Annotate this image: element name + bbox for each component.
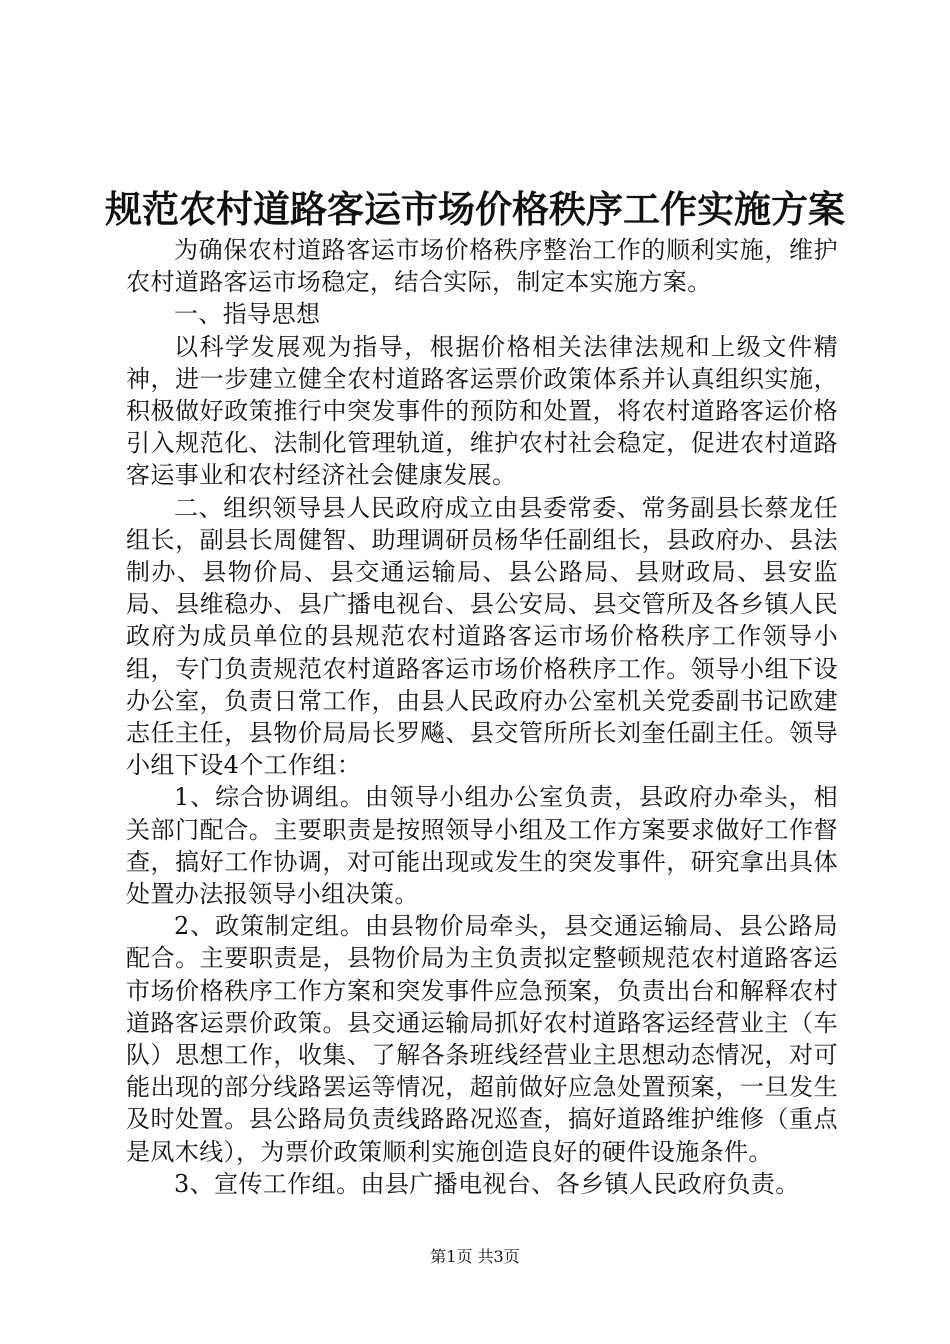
document-title: 规范农村道路客运市场价格秩序工作实施方案 — [105, 187, 845, 231]
heading-guiding-ideology: 一、指导思想 — [174, 300, 321, 329]
paragraph-organization-leadership: 二、组织领导县人民政府成立由县委常委、常务副县长蔡龙任组长，副县长周健智、助理调研员杨华任副组长，县政府办、县法制办、县物价局、县交通运输局、县公路局、县财政局、县安监局、县维稳办、县广播电视台、县公安局、县交管所及各乡镇人民政府为成员单位的县规范农村道路客运市场价格秩序工作领导小组，专门负责规范农村道路客运市场价格秩序工作。领导小组下设办公室，负责日常工作，由县人民政府办公室机关党委副书记欧建志任主任，县物价局局长罗飚、县交管所所长刘奎任副主任。领导小组下设4个工作组： — [126, 493, 838, 780]
page-footer: 第1页 共3页 — [430, 1247, 520, 1266]
document-body — [126, 234, 838, 1200]
paragraph-intro: 为确保农村道路客运市场价格秩序整治工作的顺利实施，维护农村道路客运市场稳定，结合实际，制定本实施方案。 — [126, 236, 838, 297]
paragraph-coordination-group: 1、综合协调组。由领导小组办公室负责，县政府办牵头，相关部门配合。主要职责是按照领导小组及工作方案要求做好工作督查，搞好工作协调，对可能出现或发生的突发事件，研究拿出具体处置办法报领导小组决策。 — [126, 783, 838, 909]
paragraph-guiding-ideology: 以科学发展观为指导，根据价格相关法律法规和上级文件精神，进一步建立健全农村道路客运票价政策体系并认真组织实施，积极做好政策推行中突发事件的预防和处置，将农村道路客运价格引入规范化、法制化管理轨道，维护农村社会稳定，促进农村道路客运事业和农村经济社会健康发展。 — [126, 332, 838, 490]
paragraph-policy-group: 2、政策制定组。由县物价局牵头，县交通运输局、县公路局配合。主要职责是，县物价局为主负责拟定整顿规范农村道路客运市场价格秩序工作方案和突发事件应急预案，负责出台和解释农村道路客运票价政策。县交通运输局抓好农村道路客运经营业主（车队）思想工作，收集、了解各条班线经营业主思想动态情况，对可能出现的部分线路罢运等情况，超前做好应急处置预案，一旦发生及时处置。县公路局负责线路路况巡查，搞好道路维护维修（重点是凤木线），为票价政策顺利实施创造良好的硬件设施条件。 — [126, 912, 838, 1166]
paragraph-publicity-group: 3、宣传工作组。由县广播电视台、各乡镇人民政府负责。 — [174, 1169, 800, 1198]
